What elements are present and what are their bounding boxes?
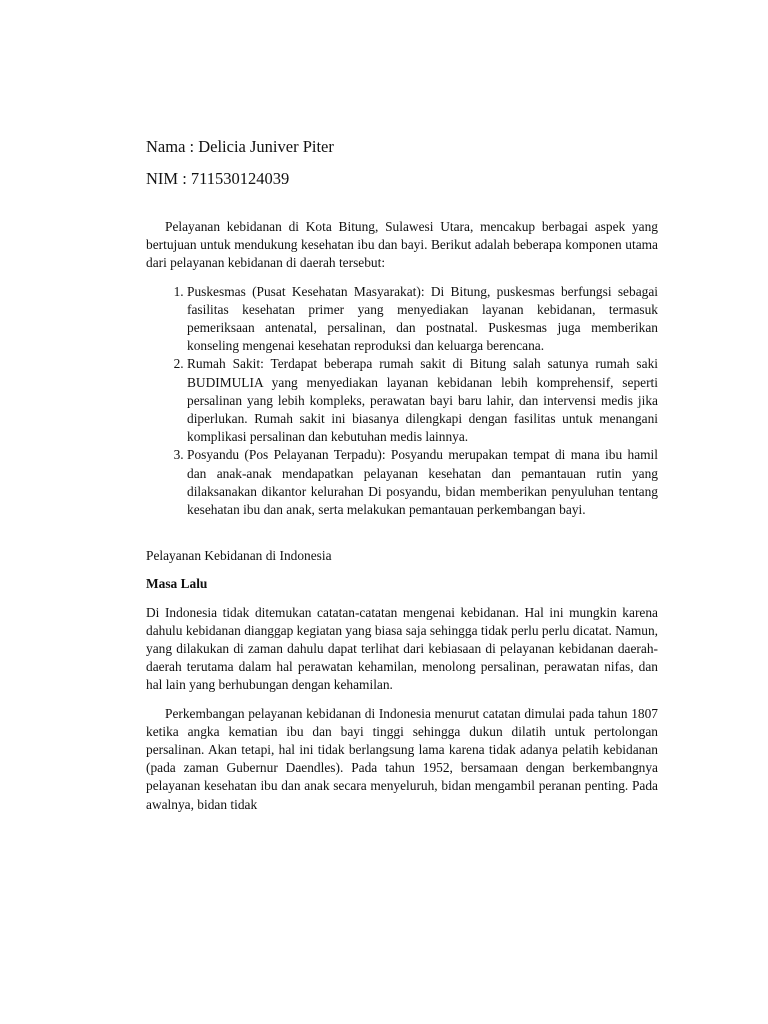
paragraph-masa-lalu: Di Indonesia tidak ditemukan catatan-catatan mengenai kebidanan. Hal ini mungkin karena dahulu kebidanan dianggap kegiatan yang biasa saja sehingga tidak perlu perlu dicatat. Namun, yang dilakukan di zaman dahulu dapat terlihat dari kebiasaan di pelayanan kebidanan daerah-daerah terutama dalam hal perawatan kehamilan, menolong persalinan, perawatan nifas, dan hal lain yang berhubungan dengan kehamilan.	[146, 604, 658, 693]
student-nim: NIM : 711530124039	[146, 169, 290, 188]
list-item-posyandu: 3. Posyandu (Pos Pelayanan Terpadu): Posyandu merupakan tempat di mana ibu hamil dan anak-anak mendapatkan pelayanan kesehatan dan pemantauan rutin yang dilaksanakan dikantor kelurahan Di posyandu, bidan memberikan penyuluhan tentang kesehatan ibu dan anak, serta melakukan pemantauan perkembangan bayi.	[187, 446, 658, 519]
paragraph-perkembangan: Perkembangan pelayanan kebidanan di Indonesia menurut catatan dimulai pada tahun 1807 ketika angka kematian ibu dan bayi tinggi sehingga dukun dilatih untuk pertolongan persalinan. Akan tetapi, hal ini tidak berlangsung lama karena tidak adanya pelatih kebidanan (pada zaman Gubernur Daendles). Pada tahun 1952, bersamaan dengan berkembangnya pelayanan kesehatan ibu dan anak secara menyeluruh, bidan mengambil peranan penting. Pada awalnya, bidan tidak	[146, 705, 658, 812]
list-item-rumah-sakit: 2. Rumah Sakit: Terdapat beberapa rumah sakit di Bitung salah satunya rumah saki BUDIMULIA yang menyediakan layanan kebidanan lebih komprehensif, seperti persalinan yang lebih kompleks, perawatan bayi baru lahir, dan intervensi medis jika diperlukan. Rumah sakit ini biasanya dilengkapi dengan fasilitas untuk menangani komplikasi persalinan dan kebutuhan medis lainnya.	[187, 355, 658, 446]
list-item-puskesmas: 1. Puskesmas (Pusat Kesehatan Masyarakat): Di Bitung, puskesmas berfungsi sebagai fasilitas kesehatan primer yang menyediakan layanan kebidanan, termasuk pemeriksaan antenatal, persalinan, dan postnatal. Puskesmas juga memberikan konseling mengenai kesehatan reproduksi dan keluarga berencana.	[187, 283, 658, 356]
section-spacer	[146, 519, 658, 547]
student-name: Nama : Delicia Juniver Piter	[146, 137, 334, 156]
section-title: Pelayanan Kebidanan di Indonesia	[146, 548, 332, 564]
components-list	[146, 283, 658, 520]
intro-paragraph: Pelayanan kebidanan di Kota Bitung, Sulawesi Utara, mencakup berbagai aspek yang bertujuan untuk mendukung kesehatan ibu dan bayi. Berikut adalah beberapa komponen utama dari pelayanan kebidanan di daerah tersebut:	[146, 219, 658, 271]
document-page	[146, 136, 658, 824]
subheading-masa-lalu: Masa Lalu	[146, 576, 208, 592]
